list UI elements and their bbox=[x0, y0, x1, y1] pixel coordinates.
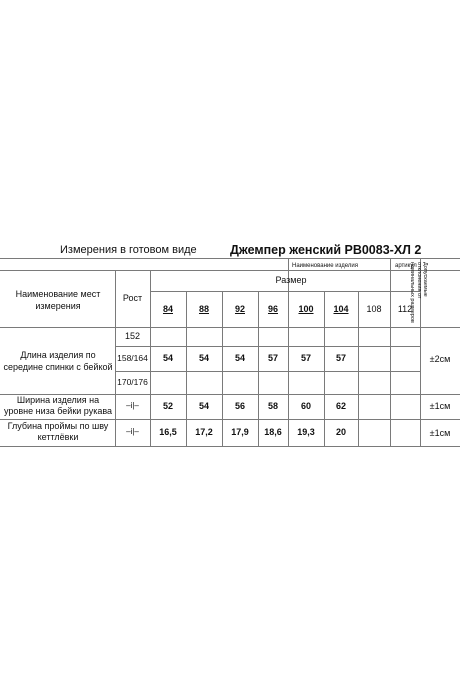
size-header: 108 bbox=[366, 304, 382, 314]
cell-value: 54 bbox=[234, 353, 245, 363]
grid-line bbox=[390, 258, 391, 446]
col-header-measurement-place: Наименование мест измерения bbox=[15, 289, 101, 311]
row-label-length: Длина изделия по середине спинки с бейкой bbox=[3, 350, 113, 372]
grid-line bbox=[0, 270, 460, 271]
grid-line bbox=[0, 327, 460, 328]
row-label-width: Ширина изделия на уровне низа бейки рукава bbox=[3, 395, 113, 416]
height-value: 158/164 bbox=[117, 353, 148, 363]
cell-value: 54 bbox=[198, 401, 209, 411]
cell-value: 57 bbox=[335, 353, 346, 363]
height-value: –i|– bbox=[126, 427, 139, 436]
col-header-height: Рост bbox=[122, 293, 143, 303]
grid-line bbox=[324, 291, 325, 446]
grid-line bbox=[258, 291, 259, 446]
grid-line bbox=[115, 371, 420, 372]
cell-value: 16,5 bbox=[159, 427, 177, 437]
cell-value: 17,2 bbox=[195, 427, 213, 437]
size-header: 104 bbox=[333, 304, 349, 314]
grid-line bbox=[0, 258, 460, 259]
size-header: 100 bbox=[298, 304, 314, 314]
cell-value: 19,3 bbox=[297, 427, 315, 437]
grid-line bbox=[222, 291, 223, 446]
tolerance-value: ±1см bbox=[429, 428, 451, 438]
cell-value: 57 bbox=[267, 353, 278, 363]
height-value: 152 bbox=[124, 331, 141, 341]
cell-value: 18,6 bbox=[264, 427, 282, 437]
product-name-label: Наименование изделия bbox=[292, 263, 358, 269]
grid-line bbox=[0, 446, 460, 447]
height-value: –i|– bbox=[126, 401, 139, 410]
article-label: артикул bbox=[395, 263, 417, 269]
grid-line bbox=[150, 291, 420, 292]
cell-value: 52 bbox=[162, 401, 173, 411]
size-header: 92 bbox=[234, 304, 245, 314]
cell-value: 54 bbox=[162, 353, 173, 363]
col-header-size: Размер bbox=[275, 275, 307, 285]
cell-value: 56 bbox=[234, 401, 245, 411]
cell-value: 20 bbox=[335, 427, 346, 437]
grid-line bbox=[358, 291, 359, 446]
cell-value: 58 bbox=[267, 401, 278, 411]
col-header-tolerance: Допускаемые отклонения от номинальных размеров bbox=[409, 262, 428, 323]
cell-value: 17,9 bbox=[231, 427, 249, 437]
tolerance-value: ±1см bbox=[429, 401, 451, 411]
size-header: 84 bbox=[162, 304, 173, 314]
grid-line bbox=[288, 258, 289, 446]
size-header: 112 bbox=[397, 304, 413, 314]
product-title: Джемпер женский PB0083-ХЛ 2 bbox=[230, 243, 422, 257]
grid-line bbox=[186, 291, 187, 446]
tolerance-value: ±2см bbox=[429, 354, 451, 364]
cell-value: 62 bbox=[335, 401, 346, 411]
cell-value: 54 bbox=[198, 353, 209, 363]
row-label-armhole-depth: Глубина проймы по шву кеттлёвки bbox=[7, 421, 109, 442]
grid-line bbox=[0, 419, 460, 420]
height-value: 170/176 bbox=[117, 377, 148, 387]
measurements-title: Измерения в готовом виде bbox=[60, 244, 197, 256]
cell-value: 57 bbox=[300, 353, 311, 363]
cell-value: 60 bbox=[300, 401, 311, 411]
grid-line bbox=[115, 346, 420, 347]
size-header: 96 bbox=[267, 304, 278, 314]
size-header: 88 bbox=[198, 304, 209, 314]
